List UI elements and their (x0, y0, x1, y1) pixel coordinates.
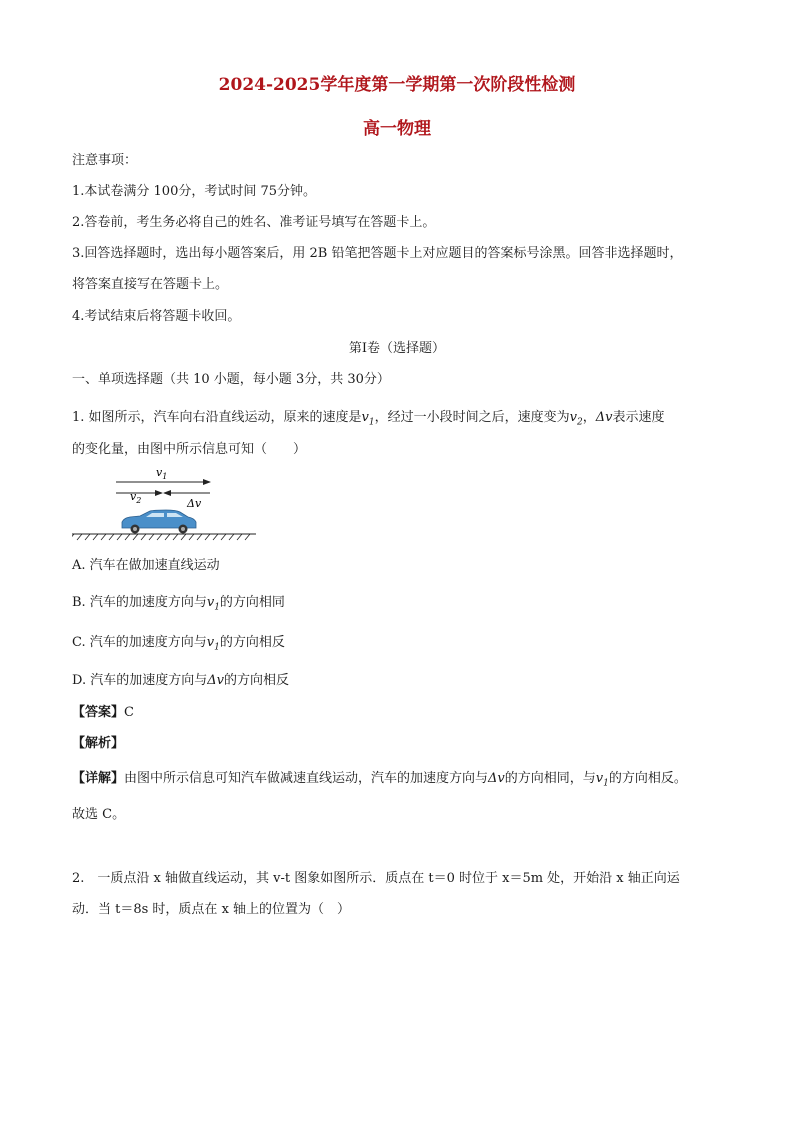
v1-symbol (206, 635, 220, 653)
notice-item-3-cont: 将答案直接写在答题卡上。 (72, 277, 229, 292)
q1-stem-text-b: ，经过一小段时间之后，速度变为 (374, 410, 570, 425)
v-sub: 1 (368, 417, 375, 428)
detail-text: 的方向相同，与 (504, 771, 596, 786)
v-sub: 2 (577, 417, 583, 428)
delta-v-label: Δv (187, 497, 202, 510)
v-letter: v (206, 635, 215, 650)
q1-stem-line2: 的变化量，由图中所示信息可知（ ） (72, 442, 307, 457)
detail-text: 的方向相反。 (608, 771, 687, 786)
v-letter: v (569, 410, 578, 425)
notice-heading: 注意事项： (72, 153, 138, 168)
q1-answer (72, 704, 134, 722)
v-sub: 1 (214, 642, 220, 653)
v1-symbol (595, 771, 609, 789)
q1-analysis-label: 【解析】 (72, 736, 125, 751)
q1-conclusion: 故选 C。 (72, 807, 126, 822)
q1-option-c (72, 634, 285, 657)
q1-stem-text-a: 1. 如图所示，汽车向右沿直线运动，原来的速度是 (72, 410, 362, 425)
q2-stem-line1: 2. 一质点沿 x 轴做直线运动，其 v-t 图象如图所示．质点在 t＝0 时位于 x＝5m 处，开始沿 x 轴正向运 (72, 871, 680, 886)
option-text: D. 汽车的加速度方向与 (72, 673, 208, 688)
q1-detail (72, 770, 687, 793)
notice-item-2: 2.答卷前，考生务必将自己的姓名、准考证号填写在答题卡上。 (72, 215, 436, 230)
q1-option-b (72, 594, 285, 617)
q2-stem-line2: 动．当 t＝8s 时，质点在 x 轴上的位置为（ ） (72, 902, 351, 917)
exam-subject: 高一物理 (363, 119, 431, 139)
delta-v-symbol: Δv (207, 673, 224, 688)
q1-stem-line1 (72, 409, 665, 432)
delta-v-symbol: Δv (488, 771, 505, 786)
v-letter: v (361, 410, 369, 425)
exam-title: 2024-2025学年度第一学期第一次阶段性检测 (218, 75, 576, 95)
answer-value: C (124, 705, 134, 720)
v-letter: v (206, 595, 215, 610)
v1-symbol (206, 595, 220, 613)
notice-item-3: 3.回答选择题时，选出每小题答案后，用 2B 铅笔把答题卡上对应题目的答案标号涂黑。回答非选择题时， (72, 246, 683, 261)
v2-label: $v_2$ (130, 490, 142, 505)
v1-label: $v_1$ (156, 466, 168, 481)
option-text: C. 汽车的加速度方向与 (72, 635, 207, 650)
option-text: 的方向相反 (223, 673, 289, 688)
v-letter: v (595, 771, 604, 786)
option-text: 的方向相反 (219, 635, 285, 650)
v-sub: 1 (214, 602, 220, 613)
q1-option-a: A. 汽车在做加速直线运动 (72, 558, 220, 573)
part-heading: 一、单项选择题（共 10 小题，每小题 3分，共 30分） (72, 372, 390, 387)
car-icon (122, 510, 196, 534)
notice-item-1: 1.本试卷满分 100分，考试时间 75分钟。 (72, 184, 317, 199)
q1-stem-text-c: ， (582, 410, 596, 425)
option-text: B. 汽车的加速度方向与 (72, 595, 207, 610)
answer-label: 【答案】 (72, 705, 125, 720)
section-title: 第Ⅰ卷（选择题） (348, 341, 446, 356)
q1-option-d (72, 672, 289, 690)
detail-text: 由图中所示信息可知汽车做减速直线运动，汽车的加速度方向与 (124, 771, 489, 786)
notice-item-4: 4.考试结束后将答题卡收回。 (72, 309, 241, 324)
delta-v-symbol: Δv (595, 410, 613, 425)
car-velocity-figure (72, 462, 262, 556)
v-sub: 1 (603, 778, 609, 789)
option-text: 的方向相同 (219, 595, 285, 610)
q1-stem-text-d: 表示速度 (612, 410, 665, 425)
v2-symbol (569, 410, 583, 428)
ground-line (72, 534, 256, 540)
v1-symbol (361, 410, 375, 428)
detail-label: 【详解】 (72, 771, 125, 786)
